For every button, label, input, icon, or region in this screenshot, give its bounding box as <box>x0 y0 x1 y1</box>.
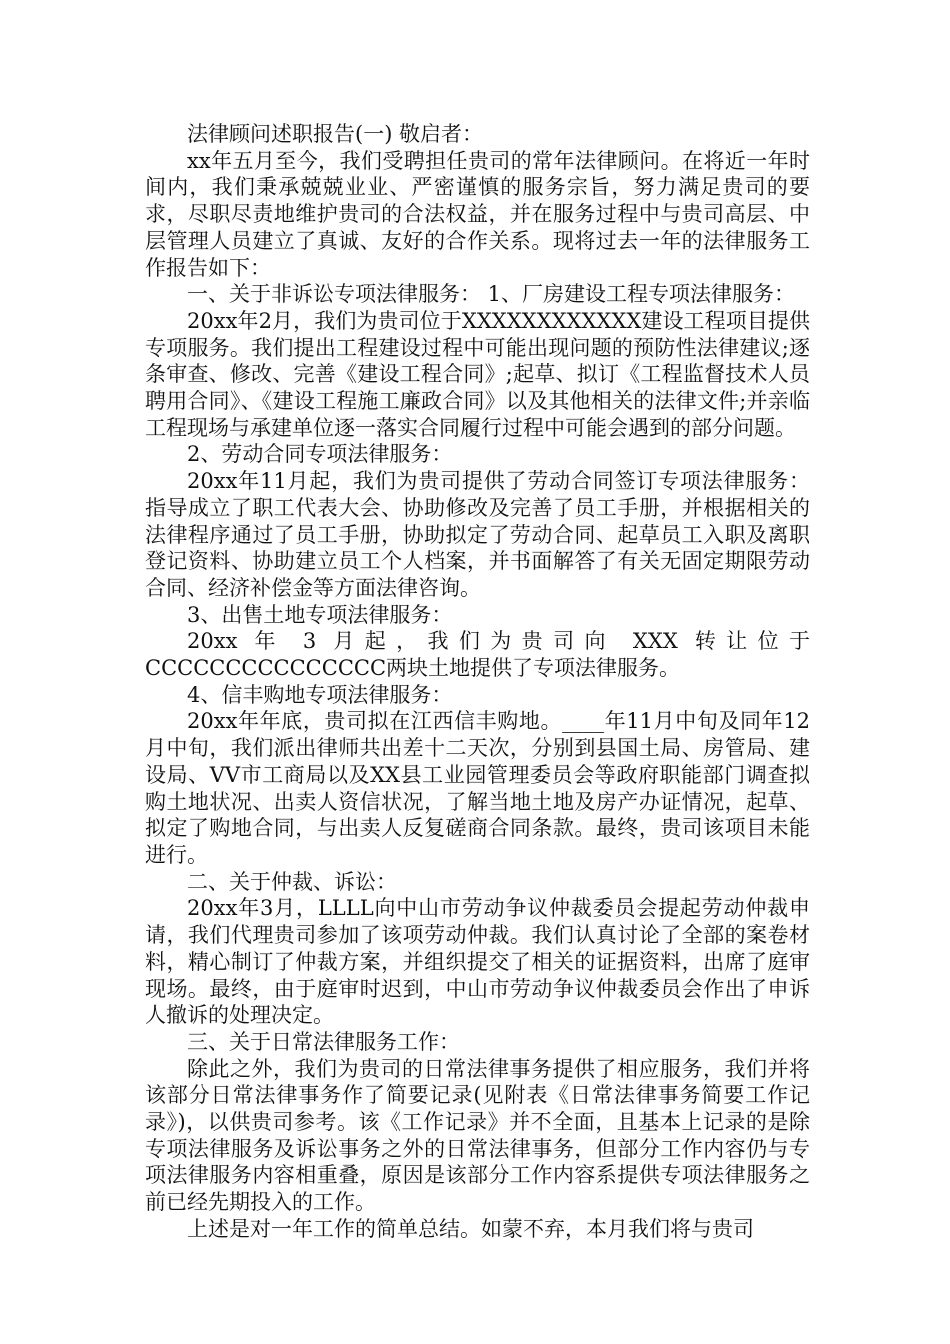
section-heading-arbitration: 二、关于仲裁、诉讼： <box>187 869 397 894</box>
subheading-land-sale: 3、出售土地专项法律服务： <box>187 602 453 627</box>
paragraph-construction-project: 20xx年2月，我们为贵司位于XXXXXXXXXXXX建设工程项目提供专项服务。我们提出工程建设过程中可能出现问题的预防性法律建议;逐条审查、修改、完善《建设工程合同》;起草、拟订《工程监督技术人员聘用合同》、《建设工程施工廉政合同》以及其他相关的法律文件;并亲临工程现场与承建单位逐一落实合同履行过程中可能会遇到的部分问题。 <box>145 308 810 440</box>
section-heading-daily-services: 三、关于日常法律服务工作： <box>187 1029 460 1054</box>
section-heading-non-litigation: 一、关于非诉讼专项法律服务： 1、厂房建设工程专项法律服务： <box>187 282 796 307</box>
paragraph-arbitration: 20xx年3月，LLLL向中山市劳动争议仲裁委员会提起劳动仲裁申请，我们代理贵司参加了该项劳动仲裁。我们认真讨论了全部的案卷材料，精心制订了仲裁方案，并组织提交了相关的证据资料，出席了庭审现场。最终，由于庭审时迟到，中山市劳动争议仲裁委员会作出了申诉人撤诉的处理决定。 <box>145 896 810 1028</box>
report-title-line: 法律顾问述职报告(一) 敬启者： <box>187 122 484 146</box>
paragraph-summary: 上述是对一年工作的简单总结。如蒙不弃，本月我们将与贵司 <box>187 1216 754 1241</box>
paragraph-xinfeng-land: 20xx年年底，贵司拟在江西信丰购地。____年11月中旬及同年12月中旬，我们派出律师共出差十二天次，分别到县国土局、房管局、建设局、VV市工商局以及XX县工业园管理委员会等政府职能部门调查拟购土地状况、出卖人资信状况，了解当地土地及房产办证情况，起草、拟定了购地合同，与出卖人反复磋商合同条款。最终，贵司该项目未能进行。 <box>145 709 810 867</box>
paragraph-daily-services: 除此之外，我们为贵司的日常法律事务提供了相应服务，我们并将该部分日常法律事务作了简要记录(见附表《日常法律事务简要工作记录》)，以供贵司参考。该《工作记录》并不全面，且基本上记录的是除专项法律服务及诉讼事务之外的日常法律事务，但部分工作内容仍与专项法律服务内容相重叠，原因是该部分工作内容系提供专项法律服务之前已经先期投入的工作。 <box>145 1056 810 1215</box>
paragraph-land-sale: 20xx 年 3 月起，我们为贵司向 XXX 转让位于CCCCCCCCCCCCCCC两块土地提供了专项法律服务。 <box>145 629 810 681</box>
subheading-xinfeng-land: 4、信丰购地专项法律服务： <box>187 682 453 707</box>
document-body <box>145 121 810 1243</box>
paragraph-labor-contract: 20xx年11月起，我们为贵司提供了劳动合同签订专项法律服务：指导成立了职工代表大会、协助修改及完善了员工手册，并根据相关的法律程序通过了员工手册，协助拟定了劳动合同、起草员工入职及离职登记资料、协助建立员工个人档案，并书面解答了有关无固定期限劳动合同、经济补偿金等方面法律咨询。 <box>145 469 810 600</box>
subheading-labor-contract: 2、劳动合同专项法律服务： <box>187 442 453 467</box>
paragraph-intro: xx年五月至今，我们受聘担任贵司的常年法律顾问。在将近一年时间内，我们秉承兢兢业业、严密谨慎的服务宗旨，努力满足贵司的要求，尽职尽责地维护贵司的合法权益，并在服务过程中与贵司高层、中层管理人员建立了真诚、友好的合作关系。现将过去一年的法律服务工作报告如下： <box>145 148 810 280</box>
